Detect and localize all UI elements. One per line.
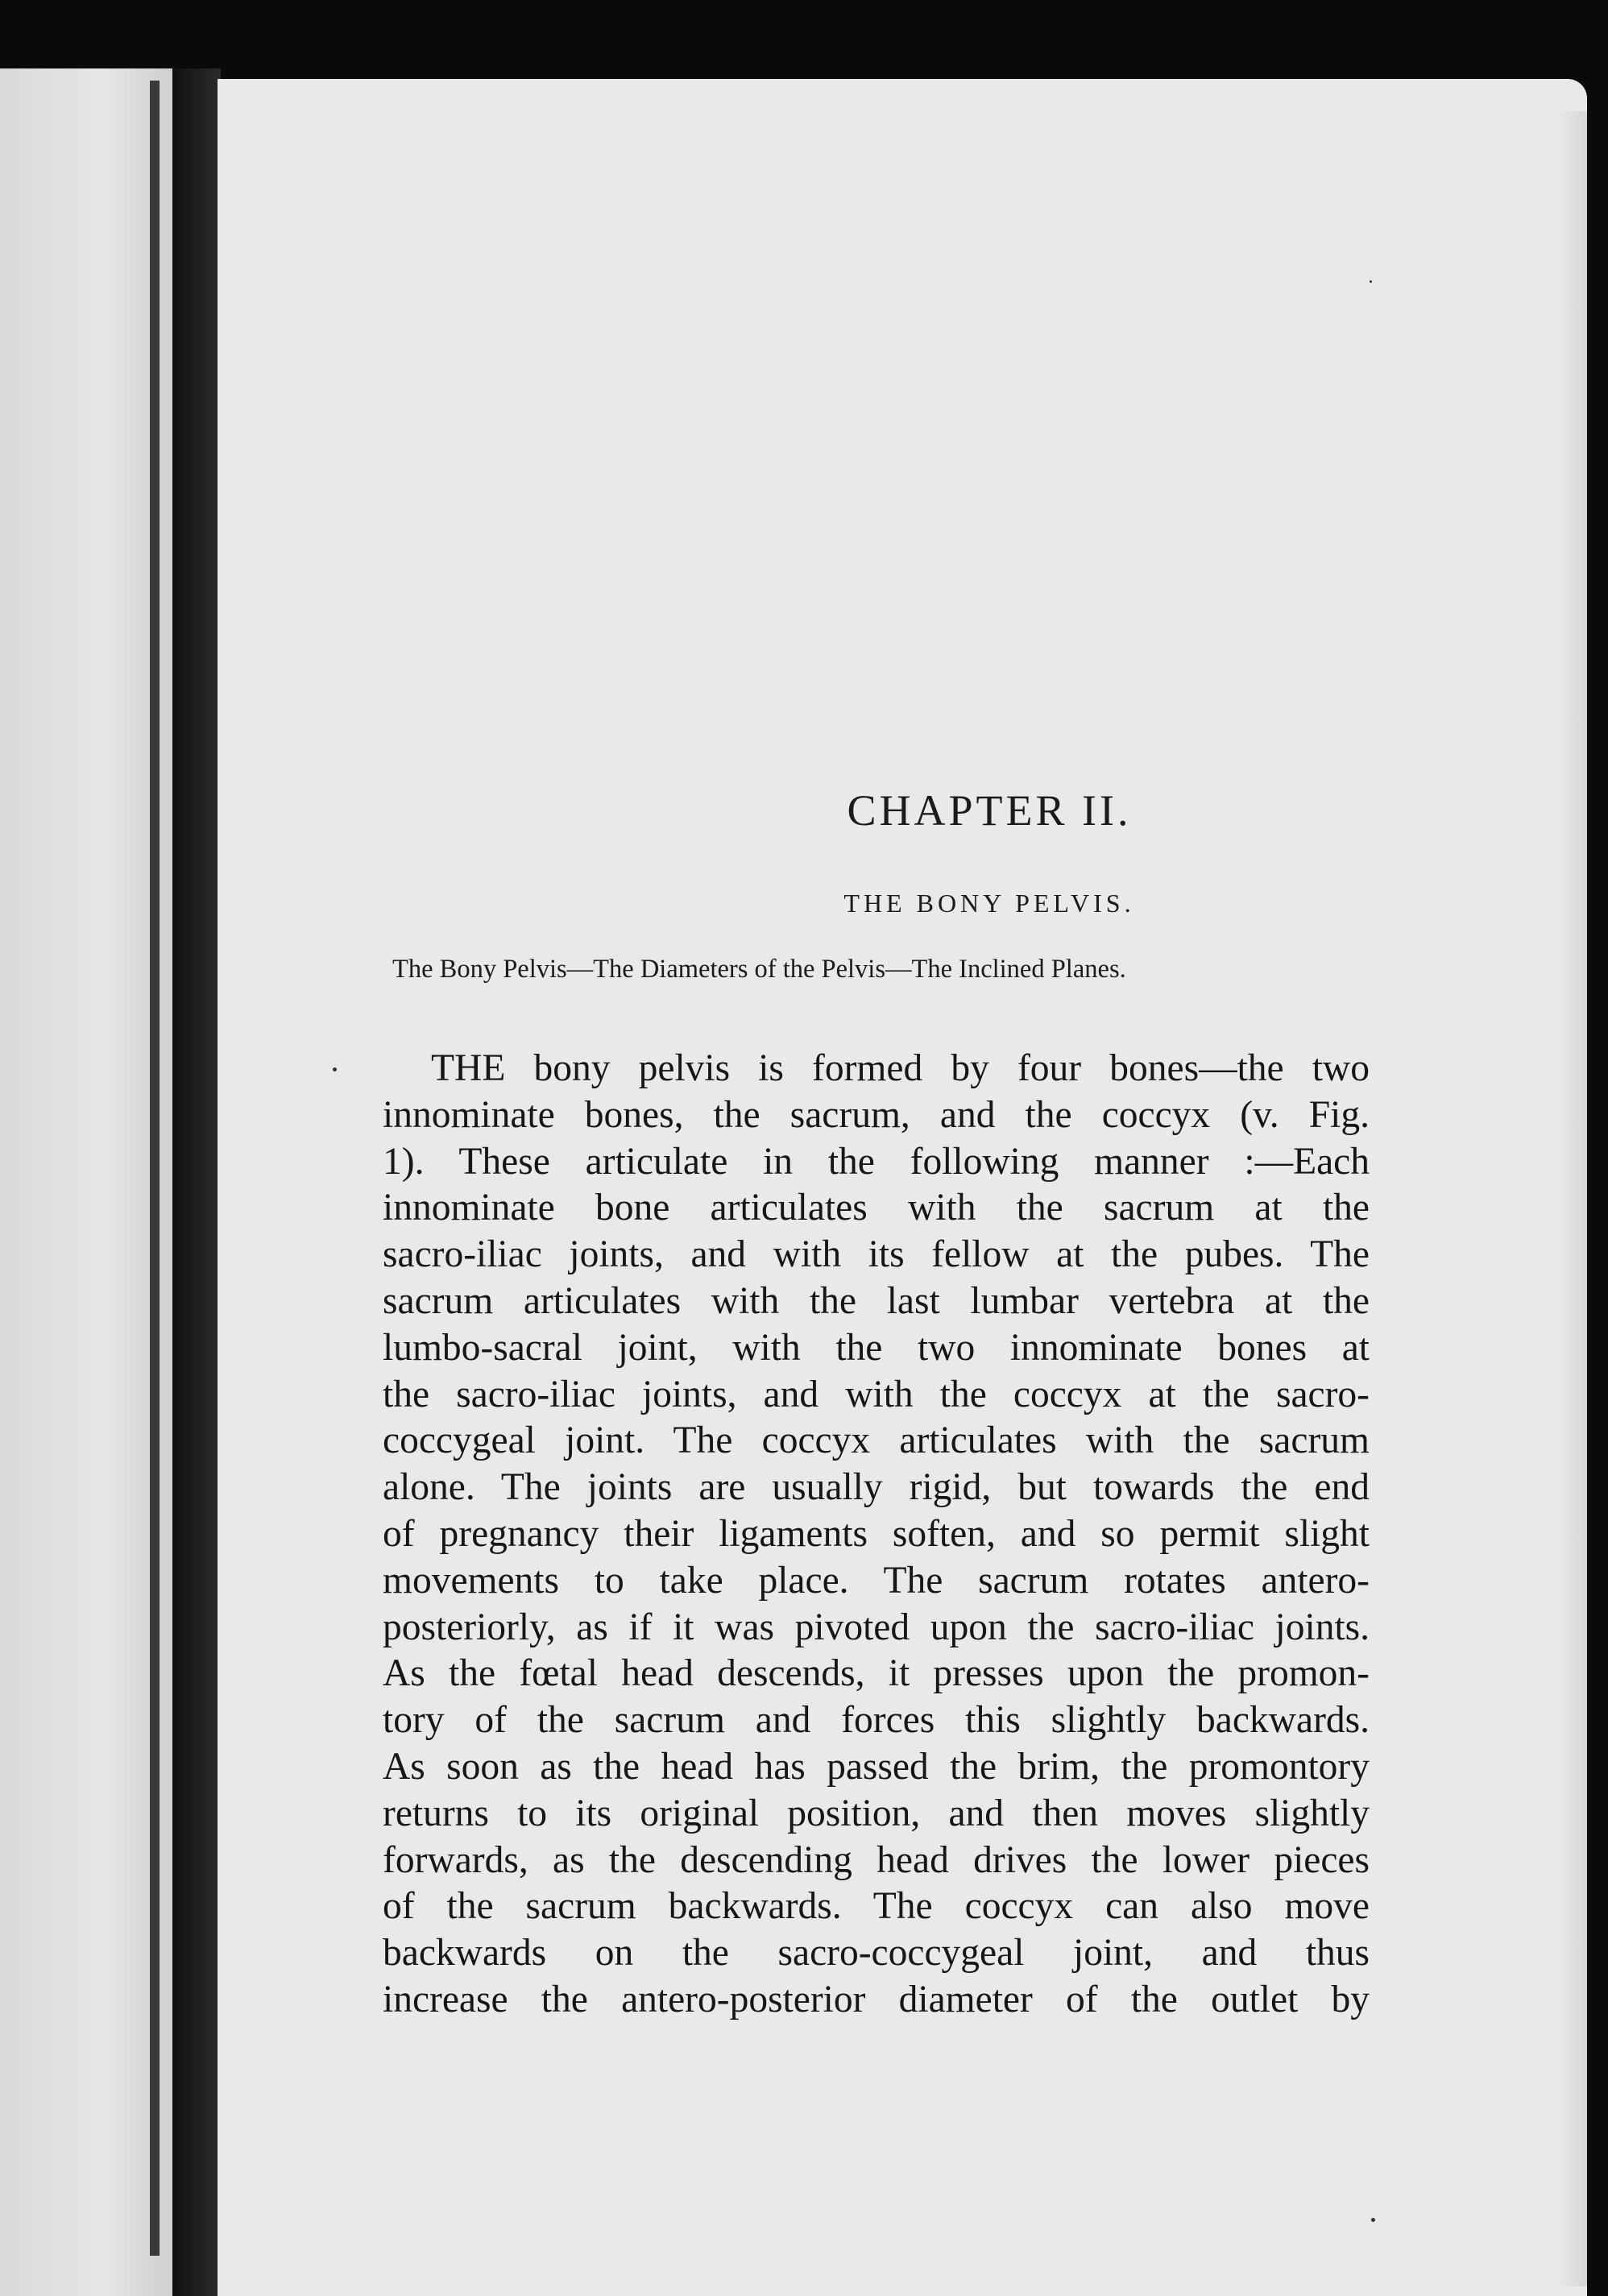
text-line: lumbo-sacral joint, with the two innominate bones at xyxy=(383,1326,1370,1369)
chapter-title: CHAPTER II. xyxy=(847,786,1132,835)
text-line: tory of the sacrum and forces this slightly backwards. xyxy=(383,1699,1370,1742)
section-title: THE BONY PELVIS. xyxy=(843,889,1135,918)
paper-speck xyxy=(333,1067,337,1071)
text-line: movements to take place. The sacrum rotates antero- xyxy=(383,1559,1370,1602)
paper-speck xyxy=(1371,2218,1375,2222)
text-line: 1). These articulate in the following manner :—Each xyxy=(383,1140,1370,1183)
text-line: innominate bones, the sacrum, and the coccyx (v. Fig. xyxy=(383,1093,1370,1136)
text-line: of the sacrum backwards. The coccyx can also move xyxy=(383,1885,1370,1928)
page-edge-shadow xyxy=(1555,111,1587,2286)
book-gutter xyxy=(172,68,221,2296)
text-line: sacrum articulates with the last lumbar vertebra at the xyxy=(383,1279,1370,1322)
text-line: THE bony pelvis is formed by four bones—the two xyxy=(431,1047,1370,1089)
previous-page-edge xyxy=(0,68,172,2296)
text-line: As the fœtal head descends, it presses upon the promon- xyxy=(383,1652,1370,1695)
text-line: As soon as the head has passed the brim, the promontory xyxy=(383,1745,1370,1788)
book-page xyxy=(218,79,1587,2296)
text-line: increase the antero-posterior diameter of the outlet by xyxy=(383,1978,1370,2020)
previous-page-binding-shadow xyxy=(150,81,160,2256)
text-line: of pregnancy their ligaments soften, and so permit slight xyxy=(383,1512,1370,1555)
text-line: innominate bone articulates with the sacrum at the xyxy=(383,1187,1370,1229)
body-paragraph xyxy=(383,1046,1370,2024)
text-line: forwards, as the descending head drives the lower pieces xyxy=(383,1838,1370,1881)
text-line: coccygeal joint. The coccyx articulates with the sacrum xyxy=(383,1419,1370,1462)
chapter-summary: The Bony Pelvis—The Diameters of the Pelvis—The Inclined Planes. xyxy=(392,955,1126,984)
text-line: posteriorly, as if it was pivoted upon the sacro-iliac joints. xyxy=(383,1606,1370,1648)
text-line: backwards on the sacro-coccygeal joint, and thus xyxy=(383,1932,1370,1975)
text-line: the sacro-iliac joints, and with the coccyx at the sacro- xyxy=(383,1373,1370,1415)
paper-speck xyxy=(1370,280,1372,283)
text-line: returns to its original position, and then moves slightly xyxy=(383,1792,1370,1834)
text-line: sacro-iliac joints, and with its fellow at the pubes. The xyxy=(383,1233,1370,1276)
text-line: alone. The joints are usually rigid, but towards the end xyxy=(383,1466,1370,1509)
